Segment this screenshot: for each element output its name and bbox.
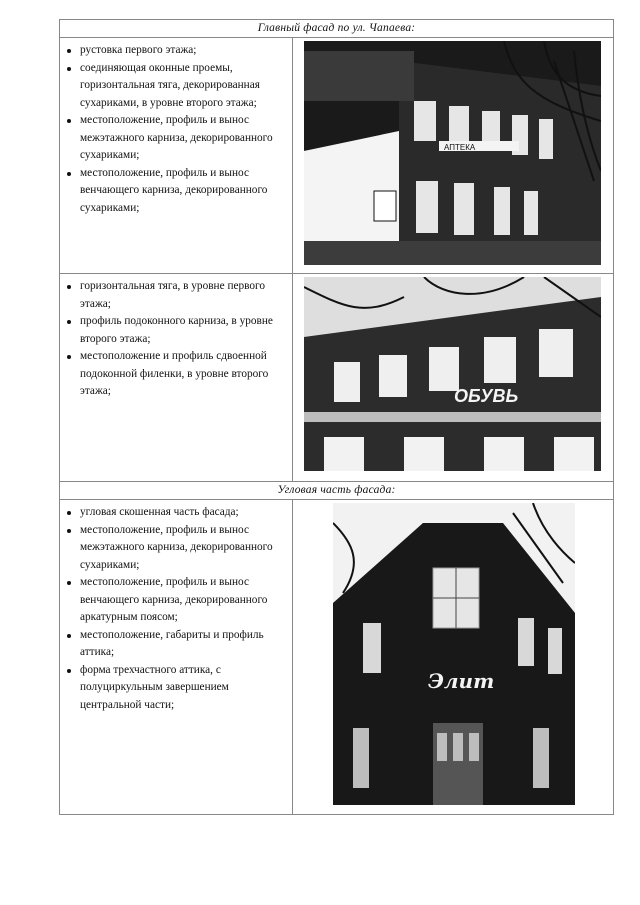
pharmacy-sign-text: АПТЕКА [444,143,476,152]
list-item: угловая скошенная часть фасада; [64,504,292,522]
table-row [59,37,614,273]
photo-cell [293,38,613,273]
list-item: местоположение, профиль и вынос венчающего карниза, декорированного аркатурным поясом; [64,574,292,627]
photo-cell [293,500,613,814]
list-item: местоположение и профиль сдвоенной подоконной филенки, в уровне второго этажа; [64,348,292,401]
document-table [59,19,614,815]
list-item: рустовка первого этажа; [64,42,292,60]
list-item: профиль подоконного карниза, в уровне второго этажа; [64,313,292,348]
section-heading-corner-facade: Угловая часть фасада: [59,481,614,499]
list-item: горизонтальная тяга, в уровне первого этажа; [64,278,292,313]
feature-list [60,278,292,401]
feature-list-cell [60,500,293,814]
table-row [59,499,614,815]
section-heading-main-facade: Главный фасад по ул. Чапаева: [59,19,614,37]
facade-photo-shoes [304,277,601,471]
facade-photo-pharmacy [304,41,601,265]
photo-cell [293,274,613,481]
feature-list-cell [60,274,293,481]
table-row [59,273,614,481]
feature-list [60,504,292,714]
shoes-sign-text: ОБУВЬ [454,386,519,406]
elit-sign-text: Элит [428,669,495,693]
list-item: соединяющая оконные проемы, горизонтальная тяга, декорированная сухариками, в уровне второго этажа; [64,60,292,113]
list-item: местоположение, профиль и вынос венчающего карниза, декорированного сухариками; [64,165,292,218]
list-item: местоположение, профиль и вынос межэтажного карниза, декорированного сухариками; [64,522,292,575]
list-item: форма трехчастного аттика, с полуциркульным завершением центральной части; [64,662,292,715]
corner-facade-photo [333,503,575,805]
feature-list [60,42,292,217]
feature-list-cell [60,38,293,273]
list-item: местоположение, профиль и вынос межэтажного карниза, декорированного сухариками; [64,112,292,165]
list-item: местоположение, габариты и профиль аттика; [64,627,292,662]
